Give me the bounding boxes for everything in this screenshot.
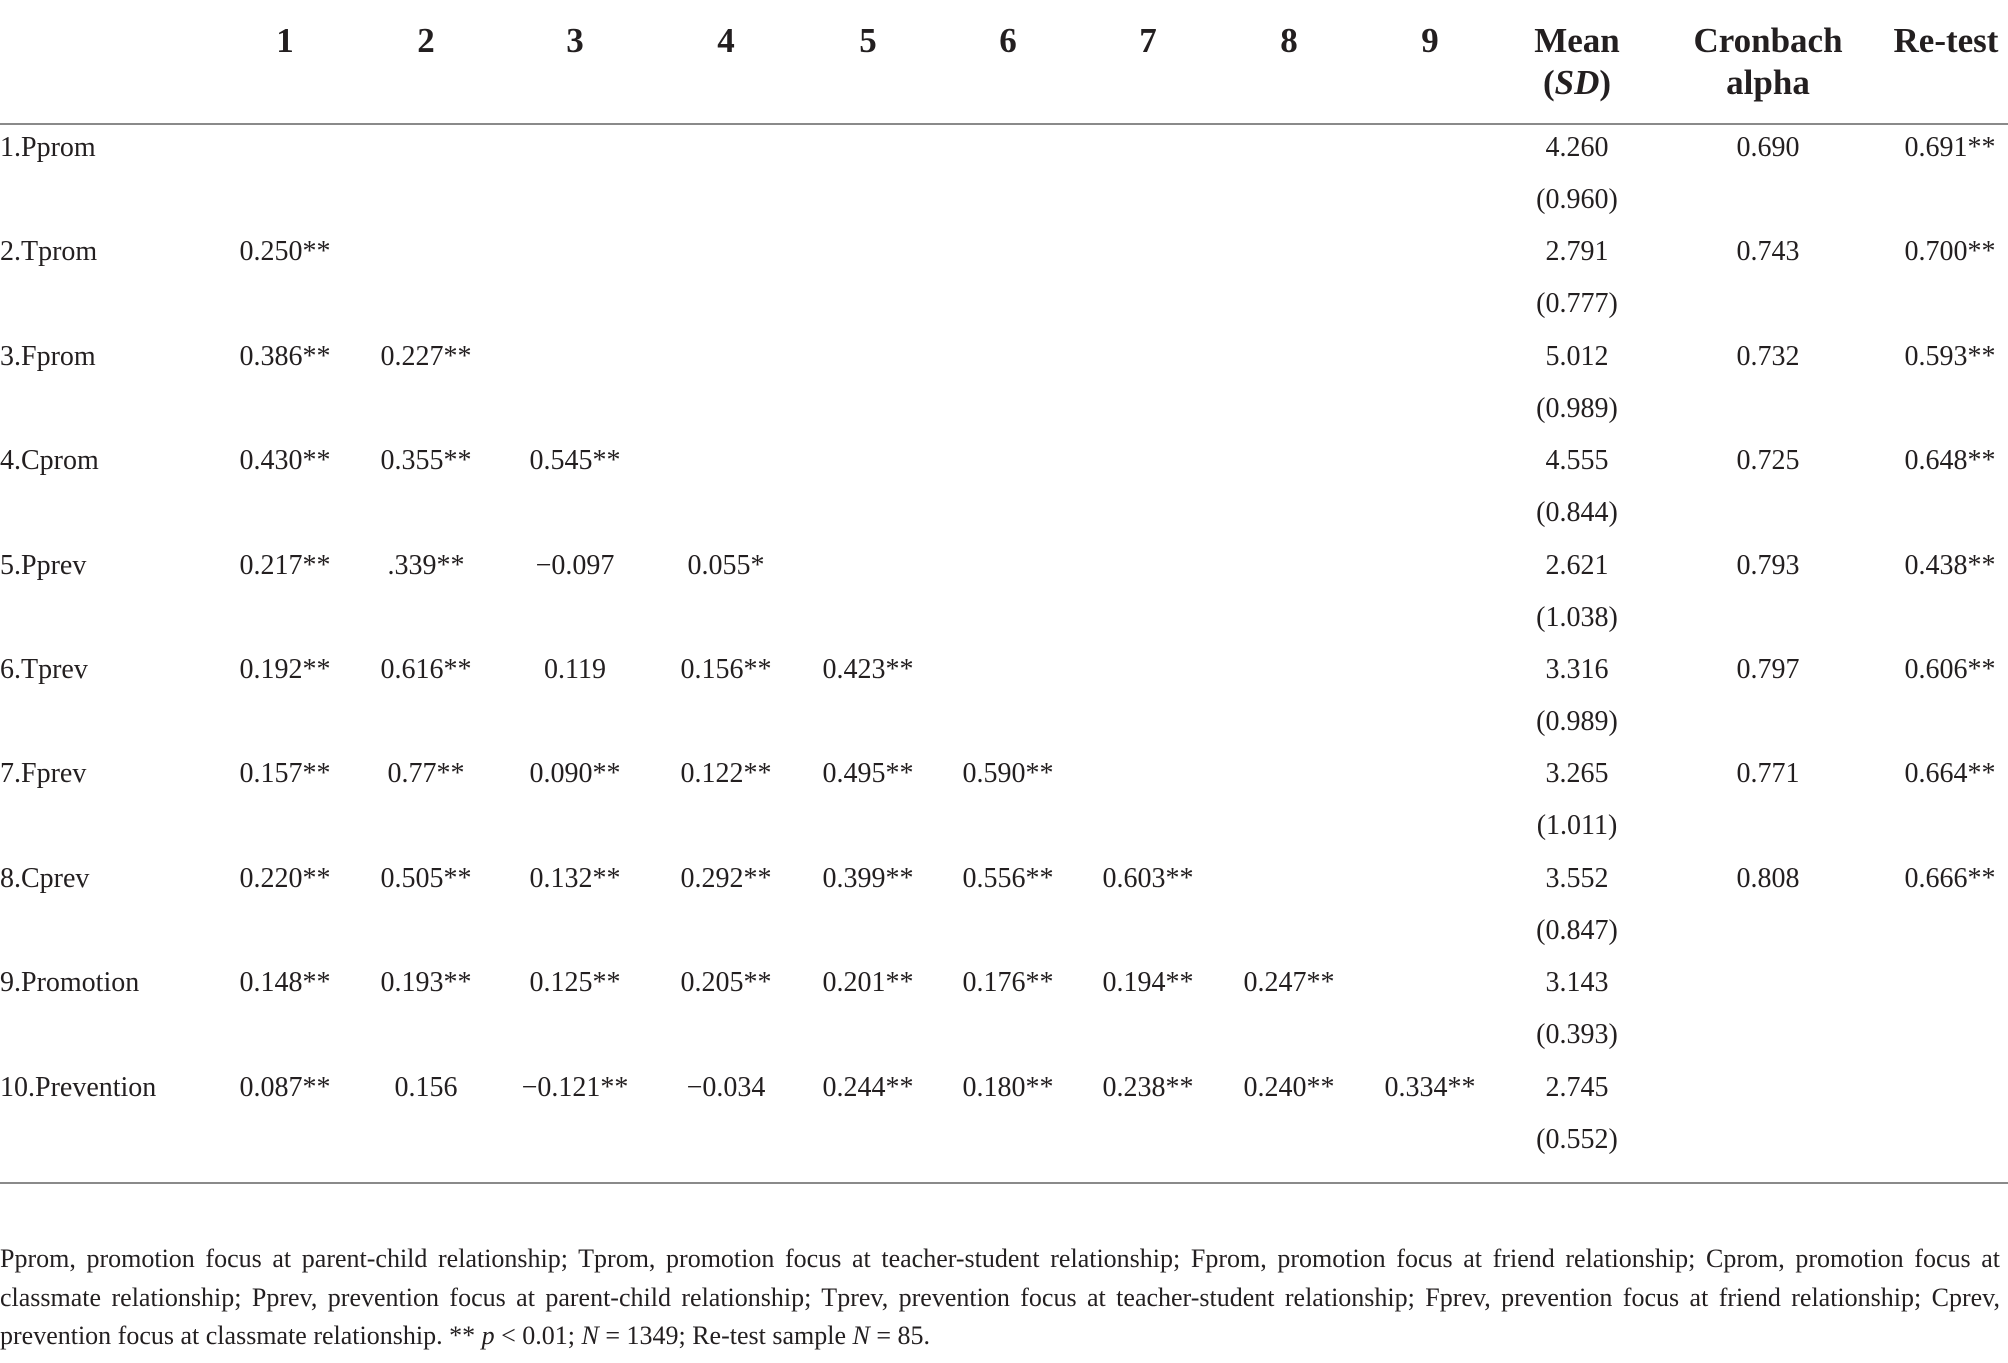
header-col-3: 3 (566, 21, 584, 60)
footnote-n2-rest: = 85. (869, 1321, 931, 1350)
mean-cell: 4.260 (1545, 132, 1609, 163)
header-cronbach-line2: alpha (1726, 63, 1810, 102)
correlation-cell: 0.334** (1384, 1071, 1476, 1103)
correlation-cell: 0.250** (239, 236, 331, 268)
row-label: 10.Prevention (0, 1071, 157, 1103)
correlation-cell: 0.217** (239, 549, 331, 581)
alpha-cell: 0.793 (1736, 549, 1800, 581)
row-label: 8.Cprev (0, 862, 90, 894)
sd-cell: (0.989) (1536, 392, 1618, 424)
correlation-cell: 0.176** (962, 967, 1054, 999)
footnote-stars: ** (449, 1321, 482, 1350)
correlation-cell: 0.355** (380, 445, 472, 477)
header-mean-line1: Mean (1534, 21, 1620, 60)
correlation-cell: 0.423** (822, 654, 914, 685)
correlation-cell: 0.399** (822, 862, 914, 894)
sd-cell: (1.011) (1536, 810, 1618, 842)
header-col-6: 6 (999, 21, 1017, 60)
row-label: 3.Fprom (0, 340, 96, 372)
sd-cell: (0.393) (1536, 1019, 1618, 1051)
header-mean-line2 (1522, 62, 1632, 104)
correlation-cell: 0.616** (380, 654, 472, 685)
retest-cell: 0.606** (1904, 654, 1996, 685)
correlation-cell: 0.386** (239, 340, 331, 372)
correlation-cell: 0.157** (239, 758, 331, 790)
correlation-cell: 0.148** (239, 967, 331, 999)
correlation-cell: 0.603** (1102, 862, 1194, 894)
correlation-cell: 0.545** (529, 445, 621, 477)
correlation-cell: 0.590** (962, 758, 1054, 790)
sd-cell: (0.777) (1536, 288, 1618, 320)
retest-cell: 0.700** (1904, 236, 1996, 268)
row-label: 6.Tprev (0, 654, 88, 685)
correlation-cell: 0.180** (962, 1071, 1054, 1103)
mean-cell: 3.143 (1545, 967, 1609, 999)
footnote-text: Pprom, promotion focus at parent-child relationship; Tprom, promotion focus at teacher-student relationship; Fprom, promotion focus at friend relationship; Cprom, promotion focus at classmate relationship; Pprev, prevention focus at parent-child relationship; Tprev, prevention focus at teacher-student relationship; Fprev, prevention focus at friend relationship; Cprev, prevention focus at classmate relationship. (0, 1244, 2000, 1350)
correlation-cell: 0.090** (529, 758, 621, 790)
correlation-cell: 0.240** (1243, 1071, 1335, 1103)
correlation-cell: .339** (387, 549, 465, 581)
alpha-cell: 0.690 (1736, 132, 1800, 163)
correlation-cell: 0.132** (529, 862, 621, 894)
table-footnote (0, 1240, 2000, 1356)
alpha-cell: 0.797 (1736, 654, 1800, 685)
alpha-cell: 0.743 (1736, 236, 1800, 268)
footnote-n-rest: = 1349; Re-test sample (598, 1321, 853, 1350)
header-col-4: 4 (717, 21, 735, 60)
sd-cell: (0.960) (1536, 184, 1618, 215)
correlation-cell: 0.125** (529, 967, 621, 999)
retest-cell: 0.664** (1904, 758, 1996, 790)
correlation-cell: 0.238** (1102, 1071, 1194, 1103)
correlation-cell: −0.034 (686, 1071, 766, 1103)
correlation-cell: 0.194** (1102, 967, 1194, 999)
correlation-cell: 0.193** (380, 967, 472, 999)
correlation-cell: 0.220** (239, 862, 331, 894)
footnote-n: N (581, 1321, 599, 1350)
alpha-cell: 0.808 (1736, 862, 1800, 894)
retest-cell: 0.438** (1904, 549, 1996, 581)
mean-cell: 4.555 (1545, 445, 1609, 477)
header-mean-close: ) (1599, 63, 1612, 102)
retest-cell: 0.666** (1904, 862, 1996, 894)
mean-cell: 3.316 (1545, 654, 1609, 685)
row-label: 9.Promotion (0, 967, 140, 999)
row-label: 7.Fprev (0, 758, 87, 790)
correlation-cell: 0.556** (962, 862, 1054, 894)
correlation-cell: 0.205** (680, 967, 772, 999)
sd-cell: (0.847) (1536, 914, 1618, 946)
retest-cell: 0.691** (1904, 132, 1996, 163)
correlation-cell: 0.192** (239, 654, 331, 685)
correlation-cell: −0.121** (521, 1071, 629, 1103)
alpha-cell: 0.725 (1736, 445, 1800, 477)
sd-cell: (1.038) (1536, 601, 1618, 633)
header-col-2: 2 (417, 21, 435, 60)
alpha-cell: 0.771 (1736, 758, 1800, 790)
correlation-cell: 0.77** (387, 758, 465, 790)
correlation-cell: 0.156 (394, 1071, 458, 1103)
header-retest: Re-test (1893, 21, 1999, 60)
header-col-8: 8 (1280, 21, 1298, 60)
footnote-p-rest: < 0.01; (494, 1321, 582, 1350)
row-label: 4.Cprom (0, 445, 99, 477)
header-col-1: 1 (276, 21, 294, 60)
correlation-cell: 0.201** (822, 967, 914, 999)
correlation-cell: 0.247** (1243, 967, 1335, 999)
correlation-cell: 0.244** (822, 1071, 914, 1103)
correlation-cell: 0.430** (239, 445, 331, 477)
mean-cell: 3.265 (1545, 758, 1609, 790)
mean-cell: 5.012 (1545, 340, 1609, 372)
row-label: 5.Pprev (0, 549, 87, 581)
correlation-cell: 0.505** (380, 862, 472, 894)
header-mean-open: ( (1542, 63, 1555, 102)
row-label: 2.Tprom (0, 236, 98, 268)
header-col-7: 7 (1139, 21, 1157, 60)
header-rule (0, 123, 2008, 125)
correlation-cell: 0.055* (687, 549, 765, 581)
correlation-cell: −0.097 (535, 549, 615, 581)
correlation-cell: 0.292** (680, 862, 772, 894)
retest-cell: 0.593** (1904, 340, 1996, 372)
bottom-rule (0, 1182, 2008, 1184)
correlation-cell: 0.119 (544, 654, 606, 685)
footnote-p: p (481, 1321, 495, 1350)
row-label: 1.Pprom (0, 132, 96, 163)
header-mean (1522, 20, 1632, 104)
mean-cell: 2.621 (1545, 549, 1609, 581)
header-sd: SD (1554, 63, 1600, 102)
header-col-9: 9 (1421, 21, 1439, 60)
footnote-n2: N (852, 1321, 870, 1350)
header-cronbach-line1: Cronbach (1693, 21, 1843, 60)
correlation-cell: 0.156** (680, 654, 772, 685)
alpha-cell: 0.732 (1736, 340, 1800, 372)
sd-cell: (0.989) (1536, 706, 1618, 737)
sd-cell: (0.552) (1536, 1123, 1618, 1155)
header-cronbach (1660, 20, 1876, 104)
correlation-cell: 0.495** (822, 758, 914, 790)
correlation-cell: 0.122** (680, 758, 772, 790)
mean-cell: 3.552 (1545, 862, 1609, 894)
mean-cell: 2.791 (1545, 236, 1609, 268)
header-col-5: 5 (859, 21, 877, 60)
retest-cell: 0.648** (1904, 445, 1996, 477)
correlation-cell: 0.087** (239, 1071, 331, 1103)
correlation-cell: 0.227** (380, 340, 472, 372)
mean-cell: 2.745 (1545, 1071, 1609, 1103)
sd-cell: (0.844) (1536, 497, 1618, 529)
